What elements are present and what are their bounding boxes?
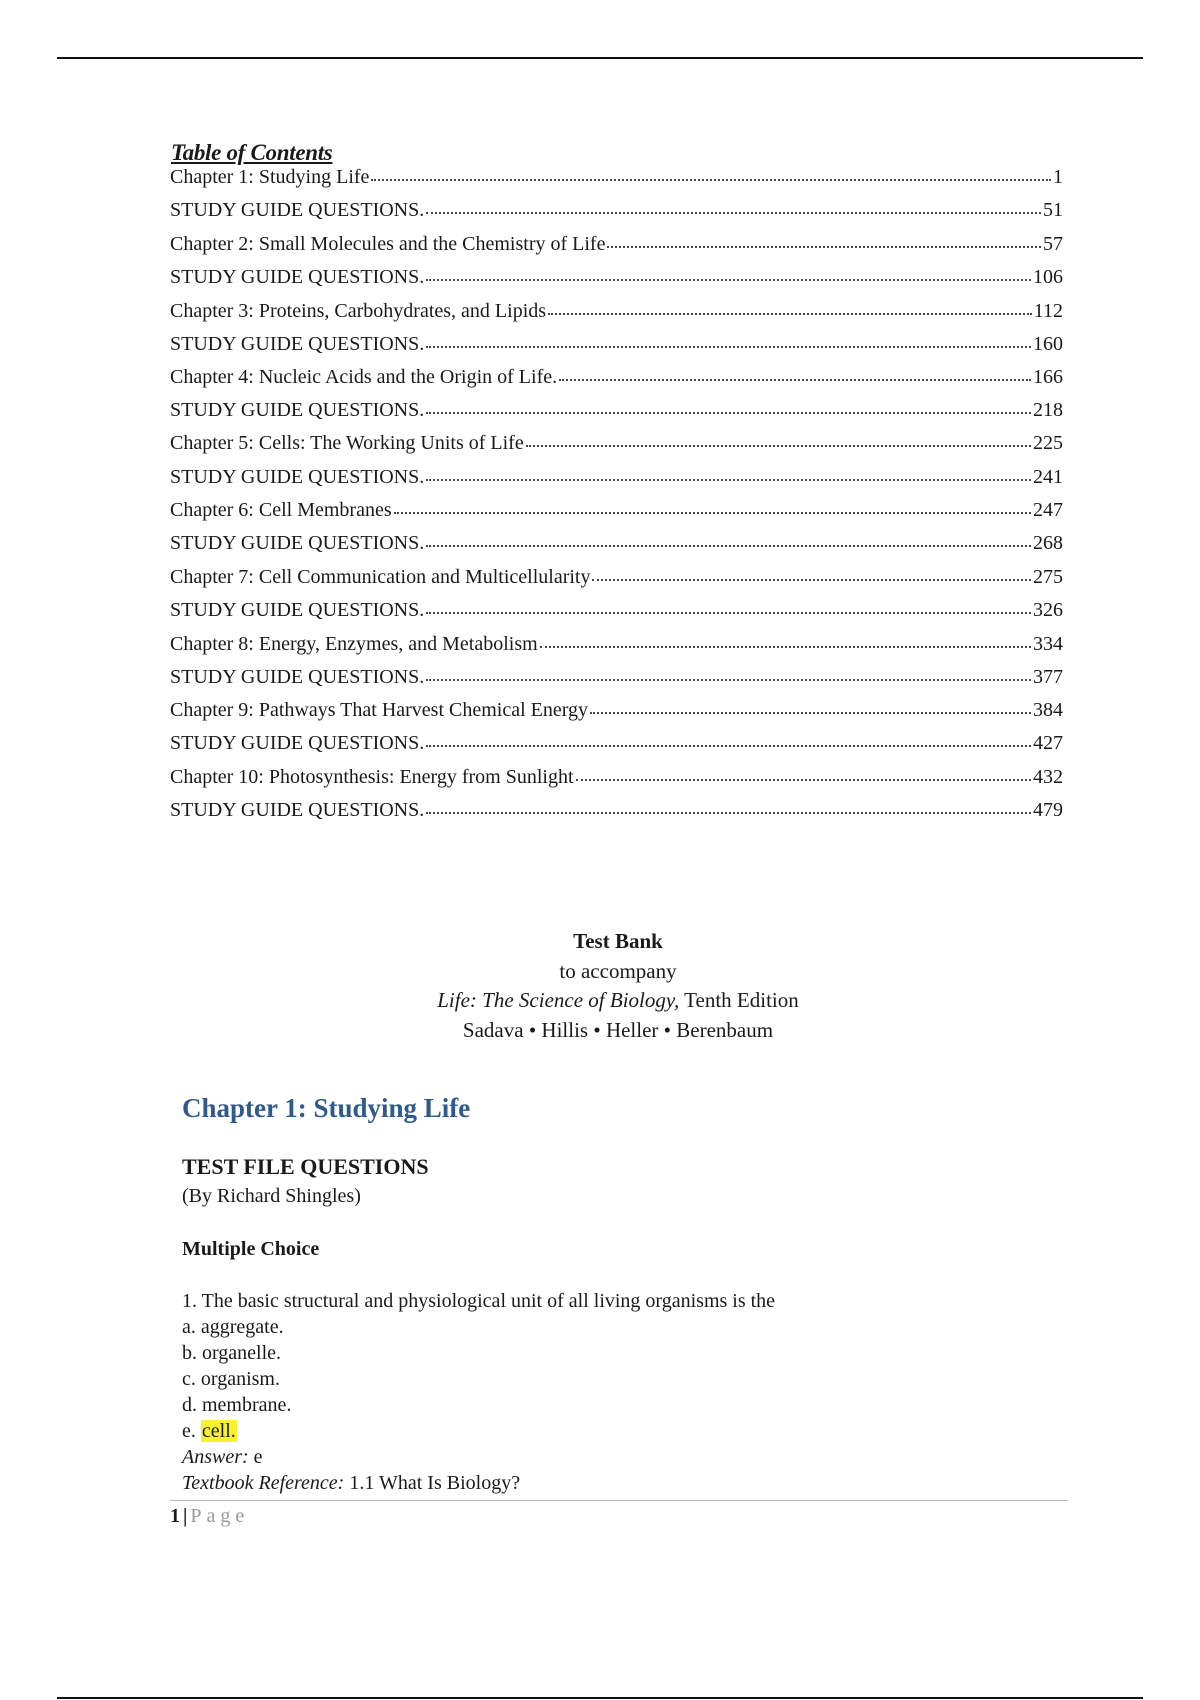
toc-entry-label: STUDY GUIDE QUESTIONS. xyxy=(170,333,425,355)
toc-entry-page: 160 xyxy=(1033,333,1063,355)
answer-option xyxy=(182,1394,291,1417)
testbank-title: Test Bank xyxy=(573,929,663,953)
toc-entry-page: 241 xyxy=(1033,466,1063,488)
toc-entry-label: Chapter 4: Nucleic Acids and the Origin of Life. xyxy=(170,366,558,388)
toc-leader-dots xyxy=(426,612,1031,614)
option-text: organism. xyxy=(200,1368,280,1390)
option-letter: b. xyxy=(182,1342,197,1364)
toc-leader-dots xyxy=(559,379,1031,381)
toc-entry-page: 427 xyxy=(1033,732,1063,754)
option-text: organelle. xyxy=(202,1342,282,1364)
toc-leader-dots xyxy=(592,579,1031,581)
toc-entry-label: STUDY GUIDE QUESTIONS. xyxy=(170,732,425,754)
toc-leader-dots xyxy=(426,212,1041,214)
toc-entry[interactable] xyxy=(170,767,1063,787)
toc-entry[interactable] xyxy=(170,234,1063,254)
toc-entry-label: Chapter 5: Cells: The Working Units of Life xyxy=(170,432,524,454)
answer-option xyxy=(182,1368,280,1391)
toc-entry[interactable] xyxy=(170,467,1063,487)
toc-entry-label: Chapter 10: Photosynthesis: Energy from Sunlight xyxy=(170,766,574,788)
toc-entry[interactable] xyxy=(170,533,1063,553)
toc-entry[interactable] xyxy=(170,433,1063,453)
toc-entry-label: STUDY GUIDE QUESTIONS. xyxy=(170,532,425,554)
section-heading: TEST FILE QUESTIONS xyxy=(182,1154,429,1179)
toc-entry[interactable] xyxy=(170,334,1063,354)
answer-label: Answer: xyxy=(182,1446,249,1468)
footer-rule xyxy=(170,1500,1068,1501)
toc-entry-label: STUDY GUIDE QUESTIONS. xyxy=(170,466,425,488)
toc-entry-label: Chapter 3: Proteins, Carbohydrates, and Lipids xyxy=(170,300,547,322)
toc-leader-dots xyxy=(526,445,1031,447)
toc-entry-page: 57 xyxy=(1043,233,1063,255)
toc-entry-page: 218 xyxy=(1033,399,1063,421)
option-text: membrane. xyxy=(202,1394,292,1416)
toc-leader-dots xyxy=(590,712,1031,714)
toc-entry-label: Chapter 1: Studying Life xyxy=(170,166,370,188)
toc-leader-dots xyxy=(607,246,1041,248)
toc-entry[interactable] xyxy=(170,167,1063,187)
page-word: Page xyxy=(190,1505,250,1527)
toc-leader-dots xyxy=(426,812,1031,814)
toc-leader-dots xyxy=(426,679,1031,681)
toc-leader-dots xyxy=(426,479,1031,481)
answer-option xyxy=(182,1420,237,1443)
toc-entry[interactable] xyxy=(170,800,1063,820)
answer-value: e xyxy=(248,1446,263,1468)
bottom-rule xyxy=(57,1697,1143,1699)
option-text-highlighted: cell. xyxy=(201,1420,236,1442)
toc-entry-page: 166 xyxy=(1033,366,1063,388)
toc-entry[interactable] xyxy=(170,301,1063,321)
toc-entry[interactable] xyxy=(170,500,1063,520)
reference-value: 1.1 What Is Biology? xyxy=(344,1472,521,1494)
multiple-choice-heading: Multiple Choice xyxy=(182,1238,320,1260)
toc-entry-label: Chapter 7: Cell Communication and Multicellularity xyxy=(170,566,591,588)
byline: (By Richard Shingles) xyxy=(182,1185,361,1207)
toc-entry-label: STUDY GUIDE QUESTIONS. xyxy=(170,599,425,621)
toc-entry-page: 106 xyxy=(1033,266,1063,288)
toc-title: Table of Contents xyxy=(171,140,333,165)
book-title: Life: The Science of Biology, xyxy=(437,988,680,1012)
toc-entry-page: 326 xyxy=(1033,599,1063,621)
toc-entry-page: 268 xyxy=(1033,532,1063,554)
toc-entry[interactable] xyxy=(170,267,1063,287)
toc-entry[interactable] xyxy=(170,400,1063,420)
testbank-authors: Sadava • Hillis • Heller • Berenbaum xyxy=(462,1018,774,1042)
toc-leader-dots xyxy=(426,279,1031,281)
toc-entry[interactable] xyxy=(170,367,1063,387)
toc-entry-label: STUDY GUIDE QUESTIONS. xyxy=(170,399,425,421)
toc-entry-page: 334 xyxy=(1033,633,1063,655)
book-edition: Tenth Edition xyxy=(679,988,799,1012)
toc-leader-dots xyxy=(371,179,1051,181)
toc-entry-page: 51 xyxy=(1043,199,1063,221)
toc-entry-page: 275 xyxy=(1033,566,1063,588)
toc-entry-label: STUDY GUIDE QUESTIONS. xyxy=(170,199,425,221)
toc-leader-dots xyxy=(394,512,1031,514)
chapter-heading: Chapter 1: Studying Life xyxy=(182,1093,471,1123)
toc-entry[interactable] xyxy=(170,200,1063,220)
option-letter: d. xyxy=(182,1394,197,1416)
option-text: aggregate. xyxy=(200,1316,284,1338)
question-text: 1. The basic structural and physiological unit of all living organisms is the xyxy=(182,1290,776,1312)
toc-entry-page: 432 xyxy=(1033,766,1063,788)
toc-leader-dots xyxy=(540,646,1031,648)
toc-leader-dots xyxy=(426,412,1031,414)
option-letter: e. xyxy=(182,1420,196,1442)
toc-entry-page: 225 xyxy=(1033,432,1063,454)
header-rule xyxy=(57,57,1143,59)
toc-entry-label: STUDY GUIDE QUESTIONS. xyxy=(170,799,425,821)
toc-entry-label: Chapter 6: Cell Membranes xyxy=(170,499,392,521)
toc-entry-page: 247 xyxy=(1033,499,1063,521)
toc-entry[interactable] xyxy=(170,700,1063,720)
toc-entry-label: Chapter 2: Small Molecules and the Chemistry of Life xyxy=(170,233,606,255)
toc-entry-label: Chapter 8: Energy, Enzymes, and Metabolism xyxy=(170,633,538,655)
page-footer xyxy=(170,1505,249,1528)
toc-leader-dots xyxy=(426,346,1031,348)
toc-entry-page: 112 xyxy=(1033,300,1063,322)
toc-entry-page: 384 xyxy=(1033,699,1063,721)
option-letter: a. xyxy=(182,1316,196,1338)
toc-entry-page: 377 xyxy=(1033,666,1063,688)
toc-entry-label: Chapter 9: Pathways That Harvest Chemical Energy xyxy=(170,699,589,721)
footer-separator: | xyxy=(183,1505,188,1527)
toc-leader-dots xyxy=(426,545,1031,547)
toc-entry-label: STUDY GUIDE QUESTIONS. xyxy=(170,266,425,288)
answer-line xyxy=(182,1446,263,1469)
option-letter: c. xyxy=(182,1368,196,1390)
testbank-book xyxy=(0,988,1200,1013)
toc-entry[interactable] xyxy=(170,600,1063,620)
toc-entry[interactable] xyxy=(170,567,1063,587)
toc-leader-dots xyxy=(548,313,1032,315)
toc-entry[interactable] xyxy=(170,733,1063,753)
toc-entry-label: STUDY GUIDE QUESTIONS. xyxy=(170,666,425,688)
toc-entry-page: 1 xyxy=(1053,166,1063,188)
toc-entry[interactable] xyxy=(170,667,1063,687)
testbank-accompany: to accompany xyxy=(559,959,677,983)
toc-entry-page: 479 xyxy=(1033,799,1063,821)
toc-leader-dots xyxy=(576,779,1031,781)
reference-label: Textbook Reference: xyxy=(182,1472,345,1494)
answer-option xyxy=(182,1342,281,1365)
toc-entry[interactable] xyxy=(170,634,1063,654)
toc-leader-dots xyxy=(426,745,1031,747)
page-number: 1 xyxy=(170,1505,180,1527)
reference-line xyxy=(182,1472,520,1495)
answer-option xyxy=(182,1316,284,1339)
